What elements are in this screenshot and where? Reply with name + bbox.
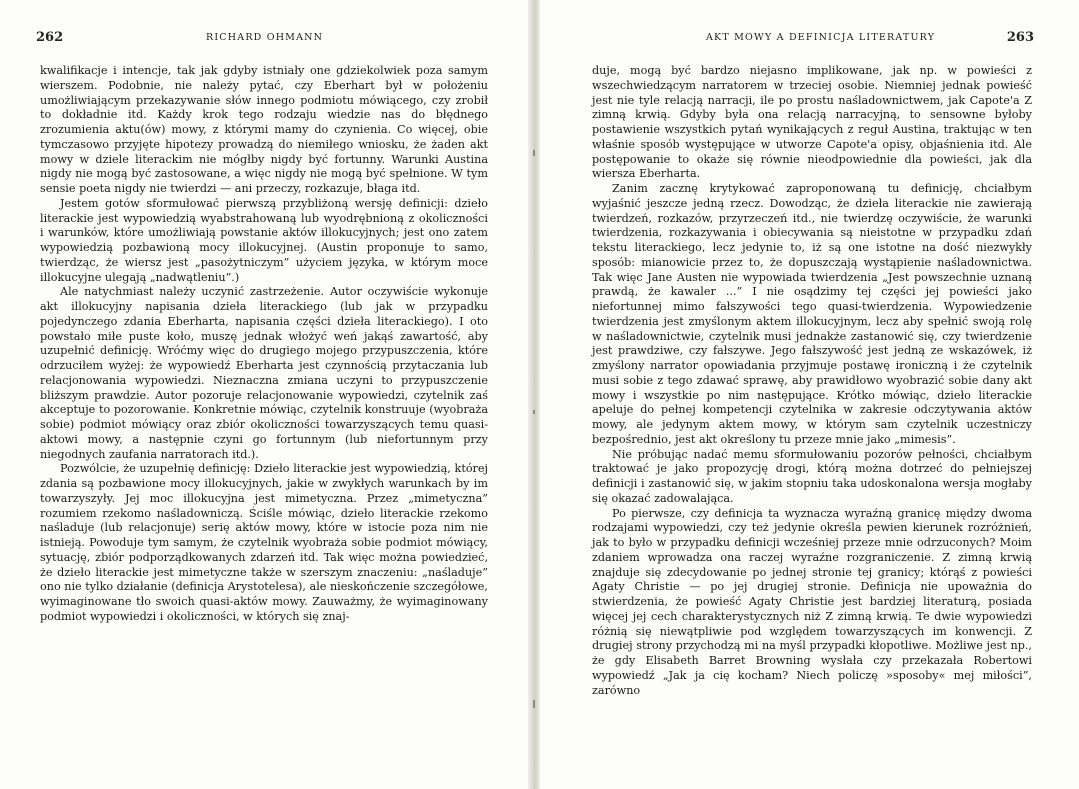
left-page <box>0 0 528 789</box>
left-page-number: 262 <box>36 30 64 45</box>
right-page-text <box>592 64 1032 698</box>
paragraph: Po pierwsze, czy definicja ta wyznacza wyraźną granicę między dwoma rodzajami wypowiedzi, czy też jedynie określa pewien kierunek rozróżnień, jak to było w przypadku definicji wcześniej przeze mnie odrzuconych? Moim zdaniem wprowadza ona raczej wyraźne rozgraniczenie. Z zimną krwią znajduje się zdecydowanie po jednej stronie tej granicy; którąś z powieści Agaty Christie — po jej drugiej stronie. Definicja nie upoważnia do stwierdzenia, że powieść Agaty Christie jest bardziej literaturą, posiada więcej jej cech charakterystycznych niż Z zimną krwią. Te dwie wypowiedzi różnią się niewątpliwie pod względem towarzyszących im konwencji. Z drugiej strony przychodzą mi na myśl przypadki kłopotliwe. Możliwe jest np., że gdy Elisabeth Barret Browning wysłała czy przekazała Robertowi wypowiedź „Jak ja cię kocham? Niech policzę »sposoby« mej miłości”, zarówno <box>592 506 1032 697</box>
paragraph: kwalifikacje i intencje, tak jak gdyby istniały one gdziekolwiek poza samym wierszem. Podobnie, nie należy pytać, czy Eberhart był w położeniu umożliwiającym przekazywanie słów innego podmiotu mówiącego, czy zrobił to dokładnie itd. Każdy krok tego rodzaju wiedzie nas do błędnego zrozumienia aktu(ów) mowy, z którymi mamy do czynienia. Co więcej, obie tymczasowo przyjęte hipotezy prowadzą do niemiłego wniosku, że żaden akt mowy w dziele literackim nie mógłby nigdy być fortunny. Warunki Austina nigdy nie mogą być zastosowane, a więc nigdy nie mogą być spełnione. W tym sensie poeta nigdy nie twierdzi — ani przeczy, rozkazuje, błaga itd. <box>40 64 488 195</box>
gutter-mark <box>533 700 535 708</box>
paragraph: Ale natychmiast należy uczynić zastrzeżenie. Autor oczywiście wykonuje akt illokucyjny napisania dzieła literackiego (lub jak w przypadku pojedynczego zdania Eberharta, napisania części dzieła literackiego). I oto powstało miłe puste koło, muszę jednak włożyć weń jakąś zawartość, aby uzupełnić definicję. Wróćmy więc do drugiego mojego przypuszczenia, które odrzuciłem wyżej: że wypowiedź Eberharta jest czynnością przytaczania lub relacjonowania wypowiedzi. Nieznaczna zmiana uczyni to przypuszczenie bliższym prawdzie. Autor pozoruje relacjonowanie wypowiedzi, czytelnik zaś akceptuje to pozorowanie. Konkretnie mówiąc, czytelnik konstruuje (wyobraża sobie) podmiot mówiący oraz zbiór okoliczności towarzyszących temu quasi-aktowi mowy, a następnie czyni go fortunnym (lub niefortunnym przy niegodnych zaufania narratorach itd.). <box>40 285 488 461</box>
paragraph: Nie próbując nadać memu sformułowaniu pozorów pełności, chciałbym traktować je jako propozycję drogi, którą można dotrzeć do pełniejszej definicji i zastanowić się, w jakim stopniu taka udoskonalona wersja mogłaby się okazać zadowalająca. <box>592 447 1032 505</box>
book-gutter <box>528 0 540 789</box>
paragraph: Pozwólcie, że uzupełnię definicję: Dzieło literackie jest wypowiedzią, której zdania są pozbawione mocy illokucyjnych, jakie w zwykłych warunkach by im towarzyszyły. Jej moc illokucyjna jest mimetyczna. Przez „mimetyczna” rozumiem rzekomo naśladowniczą. Ściśle mówiąc, dzieło literackie rzekomo naśladuje (lub relacjonuje) serię aktów mowy, które w istocie poza nim nie istnieją. Powoduje tym samym, że czytelnik wyobraża sobie podmiot mówiący, sytuację, zbiór podporządkowanych zdarzeń itd. Tak więc można powiedzieć, że dzieło literackie jest mimetyczne także w szerszym znaczeniu: „naśladuje” ono nie tylko działanie (definicja Arystotelesa), ale nieskończenie szczegółowe, wyimaginowane tło swoich quasi-aktów mowy. Zauważmy, że wyimaginowany podmiot wypowiedzi i okoliczności, w których się znaj- <box>40 462 488 623</box>
right-running-head: AKT MOWY A DEFINICJA LITERATURY <box>706 32 936 43</box>
right-page-number: 263 <box>1006 30 1034 45</box>
right-page <box>540 0 1079 789</box>
paragraph: duje, mogą być bardzo niejasno implikowane, jak np. w powieści z wszechwiedzącym narratorem w trzeciej osobie. Niemniej jednak powieść jest nie tyle relacją narracji, ile po prostu naśladownictwem, jak Capote'a Z zimną krwią. Gdyby była ona relacją narracyjną, to sensowne byłoby postawienie wszystkich pytań wynikających z reguł Austina, traktując w ten właśnie sposób występujące w utworze Capote'a opisy, objaśnienia itd. Ale postępowanie to okaże się równie nieodpowiednie dla powieści, jak dla wiersza Eberharta. <box>592 64 1032 181</box>
gutter-mark <box>533 410 535 414</box>
paragraph: Jestem gotów sformułować pierwszą przybliżoną wersję definicji: dzieło literackie jest wypowiedzią wyabstrahowaną lub wyodrębnioną z okoliczności i warunków, które umożliwiają powstanie aktów illokucyjnych; jest ono zatem wypowiedzią pozbawioną mocy illokucyjnej. (Austin proponuje to samo, twierdząc, że wiersz jest „pasożytniczym” użyciem języka, w którym moce illokucyjne ulegają „nadwątleniu”.) <box>40 196 488 284</box>
left-running-head: RICHARD OHMANN <box>206 32 324 43</box>
left-page-text <box>40 64 488 625</box>
left-page-header <box>0 30 528 50</box>
paragraph: Zanim zacznę krytykować zaproponowaną tu definicję, chciałbym wyjaśnić jeszcze jedną rzecz. Dowodząc, że dzieła literackie nie zawierają twierdzeń, rozkazów, przyrzeczeń itd., nie twierdzę oczywiście, że warunki twierdzenia, rozkazywania i obiecywania są nieistotne w przypadku zdań tekstu literackiego, lecz jedynie to, iż są one istotne na dość niezwykły sposób: mianowicie przez to, że dopuszczają wystąpienie naśladownictwa. Tak więc Jane Austen nie wypowiada twierdzenia „Jest powszechnie uznaną prawdą, że kawaler ...” I nie osądzimy tej części jej powieści jako niefortunnej mimo fałszywości tego quasi-twierdzenia. Wypowiedzenie twierdzenia jest zmyślonym aktem illokucyjnym, lecz aby spełnić swoją rolę w naśladownictwie, czytelnik musi jednakże zastanowić się, czy twierdzenie jest prawdziwe, czy fałszywe. Jego fałszywość jest jedną ze wskazówek, iż zmyślony narrator opowiadania przyjmuje postawę ironiczną i że czytelnik musi sobie z tego zdawać sprawę, aby prawidłowo wyobrazić sobie dany akt mowy i wszystkie po nim następujące. Krótko mówiąc, dzieło literackie apeluje do pełnej kompetencji czytelnika w zakresie odczytywania aktów mowy, ale jedynym aktem mowy, w którym sam czytelnik uczestniczy bezpośrednio, jest akt określony tu przeze mnie jako „mimesis”. <box>592 182 1032 446</box>
right-page-header <box>540 30 1079 50</box>
gutter-mark <box>533 150 535 156</box>
